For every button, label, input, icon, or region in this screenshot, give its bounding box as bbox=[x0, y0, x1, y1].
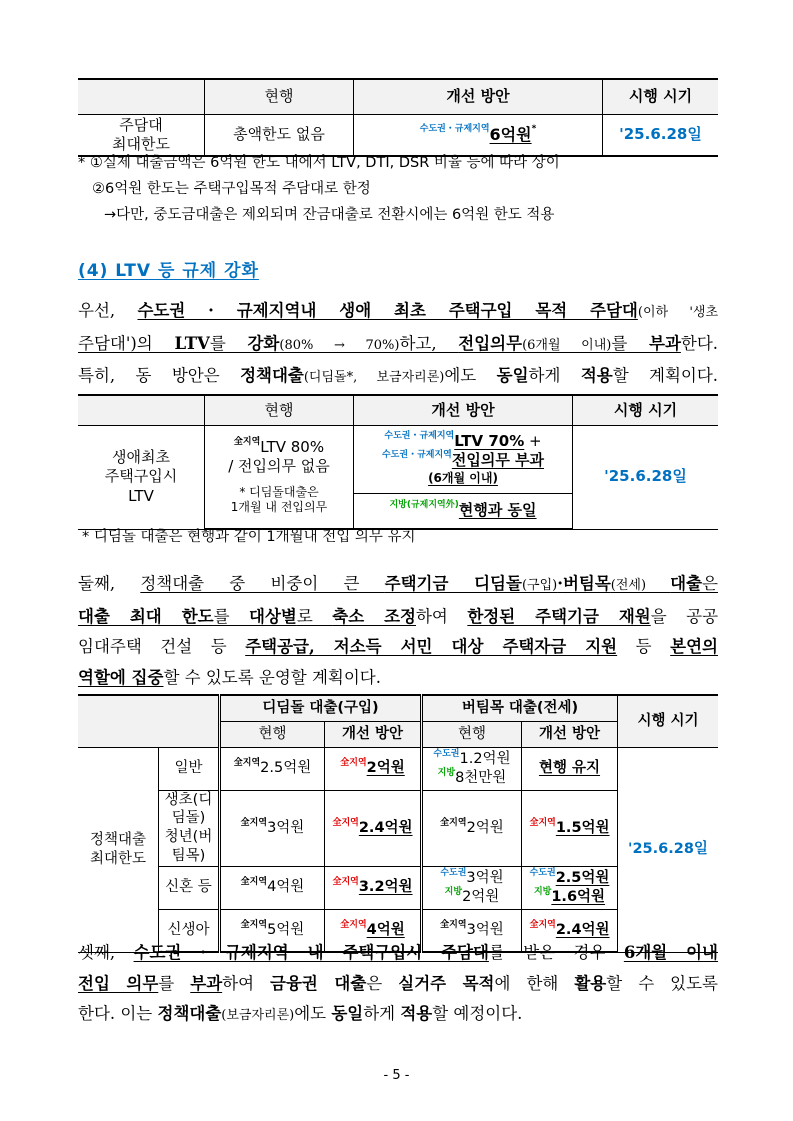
table-header-improve: 개선 방안 bbox=[354, 395, 573, 425]
beotimmok-improve: $^{全지역}$2.4억원 bbox=[522, 909, 618, 952]
note-2: ②6억원 한도는 주택구입목적 주담대로 한정 bbox=[92, 181, 371, 197]
group-header-didimdol: 디딤돌 대출(구입) bbox=[220, 695, 422, 721]
didimdol-improve: $^{全지역}$4억원 bbox=[325, 909, 422, 952]
sub-header-current: 현행 bbox=[220, 721, 325, 747]
didimdol-current: $^{全지역}$4억원 bbox=[220, 866, 325, 909]
row-name: 일반 bbox=[159, 747, 220, 790]
row-name: 신혼 등 bbox=[159, 866, 220, 909]
row-name: 신생아 bbox=[159, 909, 220, 952]
ltv-limit-table bbox=[78, 78, 718, 157]
beotimmok-current: $^{수도권}$3억원 $^{지방}$2억원 bbox=[422, 866, 522, 909]
didimdol-current: $^{全지역}$2.5억원 bbox=[220, 747, 325, 790]
paragraph-2: 둘째, 정책대출 중 비중이 큰 주택기금 디딤돌(구입)·버팀목(전세) 대출은 대출 최대 한도를 대상별로 축소 조정하여 한정된 주택기금 재원을 공공 임대주택 건설 등 주택공급, 저소득 서민 대상 주택자금 지원 등 본연의 역할에 집중할 수 있도록 운영할 계획이다. bbox=[78, 574, 719, 687]
effective-date: '25.6.28일 bbox=[618, 747, 719, 952]
first-home-ltv-table bbox=[78, 394, 718, 530]
table-header-current: 현행 bbox=[205, 79, 354, 115]
improve-metro: $^{수도권・규제지역}$LTV 70% + $^{수도권・규제지역}$전입의무 부과 (6개월 이내) bbox=[354, 425, 573, 493]
beotimmok-current: $^{全지역}$2억원 bbox=[422, 790, 522, 866]
paragraph-1: 우선, 수도권 · 규제지역내 생애 최초 주택구입 목적 주담대(이하 '생초 주담대')의 LTV를 강화(80% → 70%)하고, 전입의무(6개월 이내)를 부과한다. 특히, 동 방안은 정책대출(디딤돌*, 보금자리론)에도 동일하게 적용할 계획이다. bbox=[78, 301, 719, 385]
table-header-date: 시행 시기 bbox=[618, 695, 719, 747]
sub-header-improve: 개선 방안 bbox=[325, 721, 422, 747]
didimdol-improve: $^{全지역}$2억원 bbox=[325, 747, 422, 790]
page-number: - 5 - bbox=[383, 1068, 410, 1083]
sub-header-current: 현행 bbox=[422, 721, 522, 747]
didimdol-current: $^{全지역}$5억원 bbox=[220, 909, 325, 952]
didimdol-improve: $^{全지역}$3.2억원 bbox=[325, 866, 422, 909]
table-header-improve: 개선 방안 bbox=[354, 79, 603, 115]
table-header-blank bbox=[78, 695, 220, 747]
effective-date: '25.6.28일 bbox=[603, 115, 719, 157]
paragraph-3: 셋째, 수도권 · 규제지역 내 주택구입시 주담대를 받은 경우 6개월 이내 전입 의무를 부과하여 금융권 대출은 실거주 목적에 한해 활용할 수 있도록 한다. 이는 정책대출(보금자리론)에도 동일하게 적용할 예정이다. bbox=[78, 943, 718, 1023]
row-label: 주담대 최대한도 bbox=[78, 115, 205, 157]
row-label: 생애최초 주택구입시 LTV bbox=[78, 425, 205, 529]
improve-value: $^{수도권・규제지역}$6억원* bbox=[354, 115, 603, 157]
table-header-date: 시행 시기 bbox=[573, 395, 719, 425]
table-header-blank bbox=[78, 79, 205, 115]
didimdol-improve: $^{全지역}$2.4억원 bbox=[325, 790, 422, 866]
current-value: $^{全지역}$LTV 80% / 전입의무 없음 * 디딤돌대출은 1개월 내 전입의무 bbox=[205, 425, 354, 529]
beotimmok-improve: $^{全지역}$1.5억원 bbox=[522, 790, 618, 866]
note-3: →다만, 중도금대출은 제외되며 잔금대출로 전환시에는 6억원 한도 적용 bbox=[104, 207, 555, 223]
didimdol-current: $^{全지역}$3억원 bbox=[220, 790, 325, 866]
effective-date: '25.6.28일 bbox=[573, 425, 719, 529]
row-group-label: 정책대출 최대한도 bbox=[78, 747, 159, 952]
row-name: 생초(디딤돌) 청년(버팀목) bbox=[159, 790, 220, 866]
beotimmok-improve: $^{수도권}$2.5억원 $^{지방}$1.6억원 bbox=[522, 866, 618, 909]
beotimmok-current: $^{수도권}$1.2억원 $^{지방}$8천만원 bbox=[422, 747, 522, 790]
table-header-current: 현행 bbox=[205, 395, 354, 425]
improve-local: $^{지방(규제지역外)}$현행과 동일 bbox=[354, 493, 573, 529]
note-1: * ①실제 대출금액은 6억원 한도 내에서 LTV, DTI, DSR 비율 등에 따라 상이 bbox=[78, 155, 560, 171]
beotimmok-current: $^{全지역}$3억원 bbox=[422, 909, 522, 952]
current-value: 총액한도 없음 bbox=[205, 115, 354, 157]
sub-header-improve: 개선 방안 bbox=[522, 721, 618, 747]
policy-loan-limit-table bbox=[78, 694, 718, 953]
group-header-beotimmok: 버팀목 대출(전세) bbox=[422, 695, 618, 721]
section-heading: (4) LTV 등 규제 강화 bbox=[78, 261, 259, 281]
beotimmok-improve: 현행 유지 bbox=[522, 747, 618, 790]
note-didimdol: * 디딤돌 대출은 현행과 같이 1개월내 전입 의무 유지 bbox=[82, 529, 416, 545]
table-header-blank bbox=[78, 395, 205, 425]
table-header-date: 시행 시기 bbox=[603, 79, 719, 115]
